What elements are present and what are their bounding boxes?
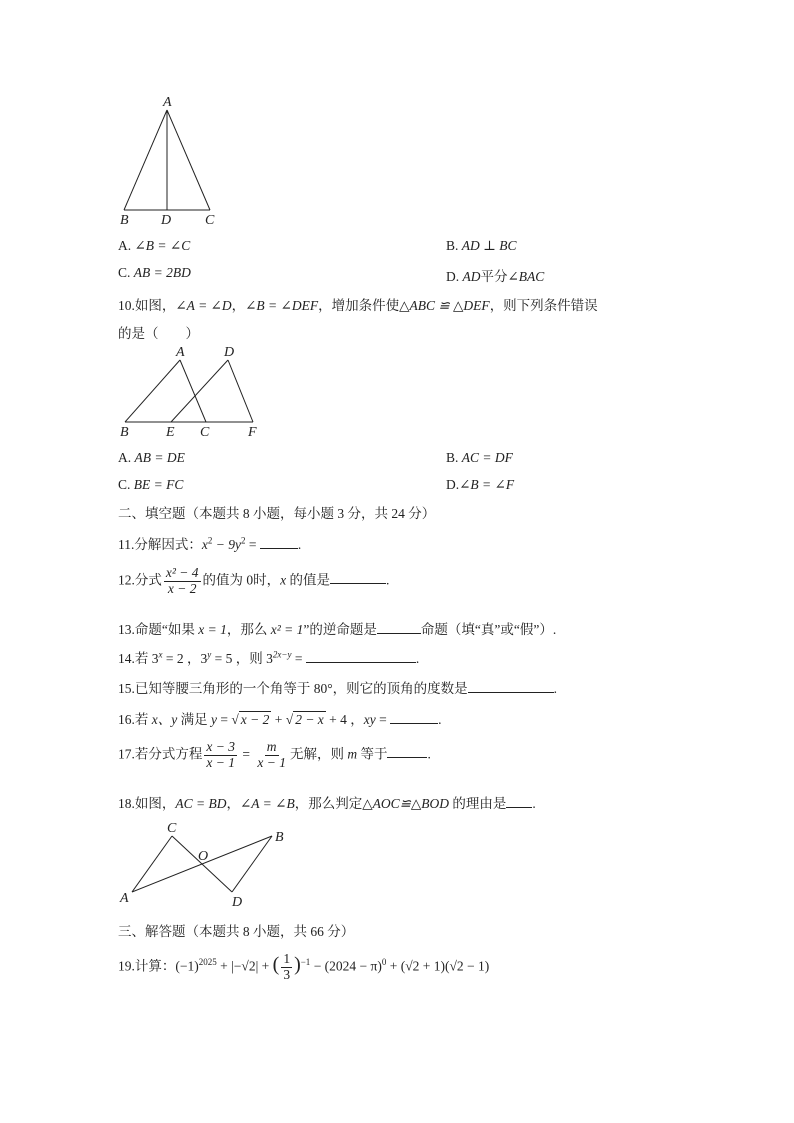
fig18-label-c: C: [167, 821, 177, 836]
figure-9-triangle: [110, 92, 230, 232]
fig10-label-a: A: [176, 345, 185, 360]
numerator: m: [266, 739, 277, 754]
figure-10-triangles: [110, 342, 280, 442]
q17: [118, 740, 431, 771]
denominator: x − 1: [257, 754, 286, 770]
stem-math: − 9y: [212, 537, 241, 552]
stem-text: 无解，则: [289, 746, 348, 762]
stem-text: .: [386, 572, 390, 588]
fig10-label-c: C: [200, 425, 210, 440]
answer-blank[interactable]: [306, 650, 416, 663]
stem-math: + (√2 + 1)(√2 − 1): [386, 958, 490, 974]
stem-text: 满足: [177, 712, 211, 727]
option-text: AB = DE: [134, 450, 185, 465]
stem-math: x、y: [151, 712, 178, 727]
q12: [118, 566, 389, 597]
option-label: A.: [118, 450, 135, 465]
stem-text: 18.如图，: [118, 796, 176, 811]
fig10-label-d: D: [224, 345, 235, 360]
stem-text: 13.命题“如果: [118, 622, 199, 637]
exponent: 2: [240, 535, 246, 546]
q10-option-a: [118, 450, 185, 466]
stem-math: ∠B = ∠DEF: [245, 298, 319, 313]
q15: [118, 677, 557, 697]
numerator: 1: [283, 951, 291, 966]
q9-option-d: [446, 265, 544, 285]
figure-18-crossing-segments: [112, 816, 302, 910]
q9-option-c: [118, 265, 191, 281]
exponent: 2025: [198, 956, 217, 967]
fig10-label-b: B: [120, 425, 129, 440]
exponent: 2x−y: [272, 649, 292, 660]
option-label: D.: [446, 477, 460, 492]
stem-math: ∠A = ∠D: [175, 298, 232, 313]
stem-math: AC = BD: [175, 796, 227, 811]
stem-text: 15.已知等腰三角形的一个角等于 80°，则它的顶角的度数是: [118, 681, 468, 696]
denominator: x − 2: [167, 580, 197, 596]
q14: [118, 647, 419, 667]
stem-math: x: [280, 572, 287, 588]
stem-math: =: [238, 746, 254, 762]
fraction: [281, 952, 292, 983]
fig9-label-b: B: [120, 213, 129, 228]
stem-math: = 5 ，则: [211, 651, 267, 666]
stem-math: 3: [151, 651, 159, 666]
radicand: 2 − x: [295, 712, 324, 727]
fig18-label-o: O: [198, 849, 209, 864]
stem-text: ，那么判定: [294, 796, 363, 811]
q10-stem-line2: [118, 322, 199, 342]
stem-math: ∠A = ∠B: [239, 796, 295, 811]
option-text: 平分: [480, 269, 508, 284]
fig18-label-a: A: [120, 891, 129, 906]
section-2-heading: 二、填空题（本题共 8 小题，每小题 3 分，共 24 分）: [118, 506, 436, 521]
option-text: AC = DF: [461, 450, 513, 465]
answer-blank[interactable]: [390, 711, 438, 724]
exponent: y: [207, 649, 212, 660]
stem-text: 的值为 0时，: [202, 572, 281, 588]
option-label: C.: [118, 265, 134, 280]
fig10-label-f: F: [248, 425, 257, 440]
exponent: 0: [381, 956, 387, 967]
stem-text: 19.计算：: [118, 958, 176, 974]
stem-text: .: [553, 681, 558, 696]
section-3-heading: 三、解答题（本题共 8 小题，共 66 分）: [118, 924, 355, 939]
stem-text: ，则下列条件错误: [489, 298, 598, 313]
answer-blank[interactable]: [506, 795, 532, 808]
stem-text: 的理由是: [449, 796, 507, 811]
fig18-label-b: B: [275, 830, 284, 845]
stem-math: =: [216, 712, 232, 727]
stem-text: ，: [231, 298, 246, 313]
q10-option-d: [446, 477, 514, 493]
fig10-label-e: E: [166, 425, 175, 440]
stem-text: 17.若分式方程: [118, 746, 203, 762]
numerator: x² − 4: [165, 565, 199, 580]
stem-math: (−1): [175, 958, 199, 974]
q10-stem-line1: [118, 294, 598, 314]
q11: [118, 533, 301, 553]
numerator: x − 3: [206, 739, 235, 754]
option-text: ∠B = ∠C: [134, 238, 191, 253]
option-label: D.: [446, 269, 463, 284]
q10-option-c: [118, 477, 183, 493]
fig9-label-d: D: [161, 213, 172, 228]
option-label: B.: [446, 238, 462, 253]
stem-text: ”的逆命题是: [303, 622, 377, 637]
stem-text: ，增加条件使: [318, 298, 400, 313]
q13: [118, 618, 556, 638]
stem-math: x² = 1: [270, 622, 304, 637]
stem-text: .: [415, 651, 420, 666]
fig9-label-a: A: [163, 95, 172, 110]
exponent: x: [158, 649, 163, 660]
stem-math: 3: [200, 651, 208, 666]
stem-text: ，: [226, 796, 240, 811]
option-text: ∠BAC: [507, 269, 545, 284]
option-text: AD: [462, 269, 481, 284]
denominator: 3: [283, 966, 291, 982]
option-text: ∠B = ∠F: [459, 477, 515, 492]
stem-math: m: [347, 746, 358, 762]
q19: 19.计算：$(-1)^{2025} + |-√2|$ + ( $\frac{1}{3}$ )$^{-1} - (2024 - \pi)^0 + (√2 + 1)(√2 - 1)$: [118, 951, 490, 982]
q16: 16.若 x、y 满足 y = √ x − 2 + √ 2 − x + 4 ，xy = .: [118, 712, 442, 727]
option-text: AD ⊥ BC: [461, 238, 517, 253]
denominator: x − 1: [206, 754, 235, 770]
fraction: [204, 740, 237, 771]
q18: [118, 792, 536, 812]
stem-text: .: [438, 712, 442, 727]
answer-blank[interactable]: [260, 536, 298, 549]
stem-math: +: [271, 712, 286, 727]
option-label: B.: [446, 450, 462, 465]
answer-blank[interactable]: [330, 571, 386, 584]
stem-math: = 2 ，: [162, 651, 201, 666]
stem-text: ，那么: [226, 622, 271, 637]
fraction: [164, 566, 201, 597]
stem-math: △ABC ≌ △DEF: [399, 298, 490, 313]
stem-math: xy: [363, 712, 376, 727]
q10-option-b: [446, 450, 513, 466]
option-text: BE = FC: [133, 477, 184, 492]
stem-text: .: [427, 746, 431, 762]
exponent: −1: [300, 956, 311, 967]
answer-blank[interactable]: [377, 621, 421, 634]
stem-text: 12.分式: [118, 572, 162, 588]
stem-math: =: [375, 712, 391, 727]
stem-math: y: [210, 712, 217, 727]
answer-blank[interactable]: [468, 680, 554, 693]
stem-text: 的值是: [286, 572, 331, 588]
stem-math: x: [201, 537, 208, 552]
option-label: C.: [118, 477, 134, 492]
q9-option-a: [118, 238, 190, 254]
stem-text: 16.若: [118, 712, 152, 727]
stem-math: + |−√2| +: [216, 958, 273, 974]
answer-blank[interactable]: [387, 745, 427, 758]
stem-math: x = 1: [198, 622, 227, 637]
stem-text: 14.若: [118, 651, 152, 666]
stem-text: 的是（ ）: [118, 326, 199, 341]
fig18-label-d: D: [232, 895, 243, 910]
radicand: x − 2: [240, 712, 270, 727]
fraction: [255, 740, 288, 771]
stem-math: =: [245, 537, 260, 552]
fig9-label-c: C: [205, 213, 215, 228]
stem-text: 命题（填“真”或“假”）.: [420, 622, 557, 637]
stem-text: .: [532, 796, 536, 811]
question-number: 10.: [118, 298, 135, 313]
stem-text: 如图，: [134, 298, 176, 313]
q9-option-b: [446, 238, 516, 254]
stem-math: + 4 ，: [325, 712, 364, 727]
option-text: AB = 2BD: [133, 265, 191, 280]
stem-math: =: [291, 651, 306, 666]
stem-math: − (2024 − π): [310, 958, 382, 974]
stem-text: .: [297, 537, 302, 552]
stem-math: 3: [266, 651, 273, 666]
stem-text: 等于: [357, 746, 388, 762]
exponent: 2: [207, 535, 213, 546]
option-label: A.: [118, 238, 135, 253]
stem-math: △AOC≌△BOD: [362, 796, 450, 811]
stem-text: 11.分解因式：: [118, 537, 202, 552]
